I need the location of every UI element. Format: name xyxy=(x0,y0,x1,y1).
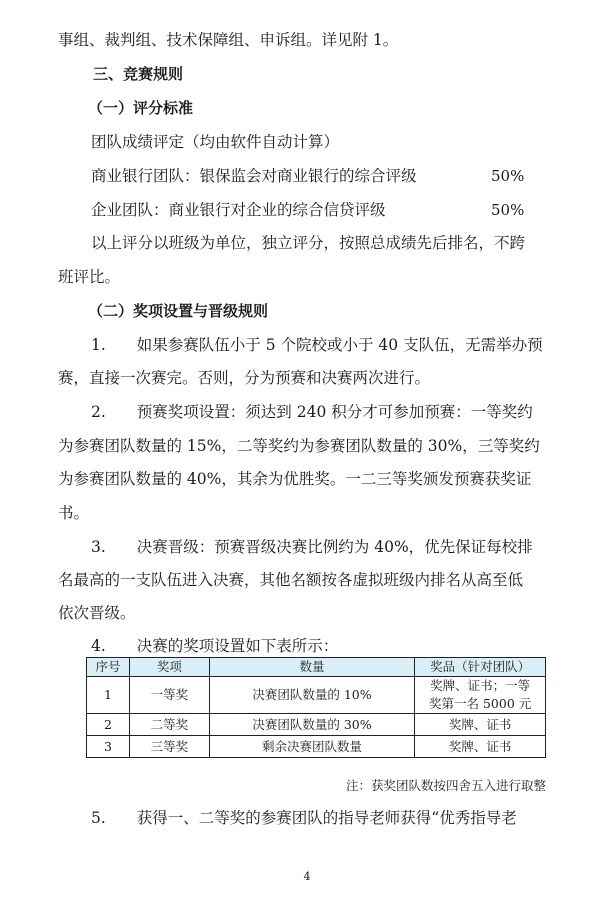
table-cell: 3 xyxy=(87,736,130,758)
table-cell: 决赛团队数量的 30% xyxy=(209,714,415,736)
paragraph-line: 事组、裁判组、技术保障组、申诉组。详见附 1。 xyxy=(58,31,399,49)
table-row xyxy=(87,714,546,736)
table-cell: 二等奖 xyxy=(129,714,209,736)
page-number: 4 xyxy=(303,870,311,883)
table-cell: 一等奖 xyxy=(129,677,209,714)
paragraph-line: 企业团队：商业银行对企业的综合信贷评级 xyxy=(91,201,386,219)
paragraph-line: 商业银行团队：银保监会对商业银行的综合评级 xyxy=(91,167,417,185)
subsection-heading: （二）奖项设置与晋级规则 xyxy=(88,302,269,320)
table-header-row xyxy=(87,658,546,677)
bank-weight: 50% xyxy=(491,167,525,185)
table-cell: 剩余决赛团队数量 xyxy=(209,736,415,758)
table-header: 奖项 xyxy=(129,658,209,677)
table-header: 序号 xyxy=(87,658,130,677)
prize-line: 奖牌、证书；一等 xyxy=(430,678,531,693)
table-row xyxy=(87,677,546,714)
paragraph-line: 2. 预赛奖项设置：须达到 240 积分才可参加预赛：一等奖约 xyxy=(91,403,533,421)
table-cell: 1 xyxy=(87,677,130,714)
paragraph-line: 4. 决赛的奖项设置如下表所示： xyxy=(91,637,339,655)
table-note: 注：获奖团队数按四舍五入进行取整 xyxy=(345,778,546,793)
paragraph-line: 1. 如果参赛队伍小于 5 个院校或小于 40 支队伍，无需举办预 xyxy=(91,336,543,354)
table-cell: 决赛团队数量的 10% xyxy=(209,677,415,714)
paragraph-line: 以上评分以班级为单位，独立评分，按照总成绩先后排名，不跨 xyxy=(91,234,526,252)
table-cell: 奖牌、证书 xyxy=(415,736,546,758)
table-header: 奖品（针对团队） xyxy=(415,658,546,677)
table-cell: 2 xyxy=(87,714,130,736)
section-heading: 三、竞赛规则 xyxy=(93,65,184,83)
paragraph-line: 3. 决赛晋级：预赛晋级决赛比例约为 40%，优先保证每校排 xyxy=(91,538,533,556)
paragraph-line: 名最高的一支队伍进入决赛，其他名额按各虚拟班级内排名从高至低 xyxy=(58,571,524,589)
paragraph-line: 赛，直接一次赛完。否则，分为预赛和决赛两次进行。 xyxy=(58,369,431,387)
table-cell: 三等奖 xyxy=(129,736,209,758)
paragraph-line: 为参赛团队数量的 40%，其余为优胜奖。一二三等奖颁发预赛获奖证 xyxy=(58,470,532,488)
paragraph-line: 班评比。 xyxy=(58,268,121,286)
paragraph-line: 5. 获得一、二等奖的参赛团队的指导老师获得“优秀指导老 xyxy=(91,809,517,827)
prize-line: 奖第一名 5000 元 xyxy=(428,696,532,711)
subsection-heading: （一）评分标准 xyxy=(88,99,194,117)
enterprise-weight: 50% xyxy=(491,201,525,219)
paragraph-line: 为参赛团队数量的 15%，二等奖约为参赛团队数量的 30%，三等奖约 xyxy=(58,437,540,455)
paragraph-line: 依次晋级。 xyxy=(58,604,136,622)
paragraph-line: 书。 xyxy=(58,504,90,522)
table-cell xyxy=(415,677,546,714)
paragraph-line: 团队成绩评定（均由软件自动计算） xyxy=(91,133,340,151)
table-row xyxy=(87,736,546,758)
table-cell: 奖牌、证书 xyxy=(415,714,546,736)
awards-table xyxy=(86,657,546,758)
table-header: 数量 xyxy=(209,658,415,677)
